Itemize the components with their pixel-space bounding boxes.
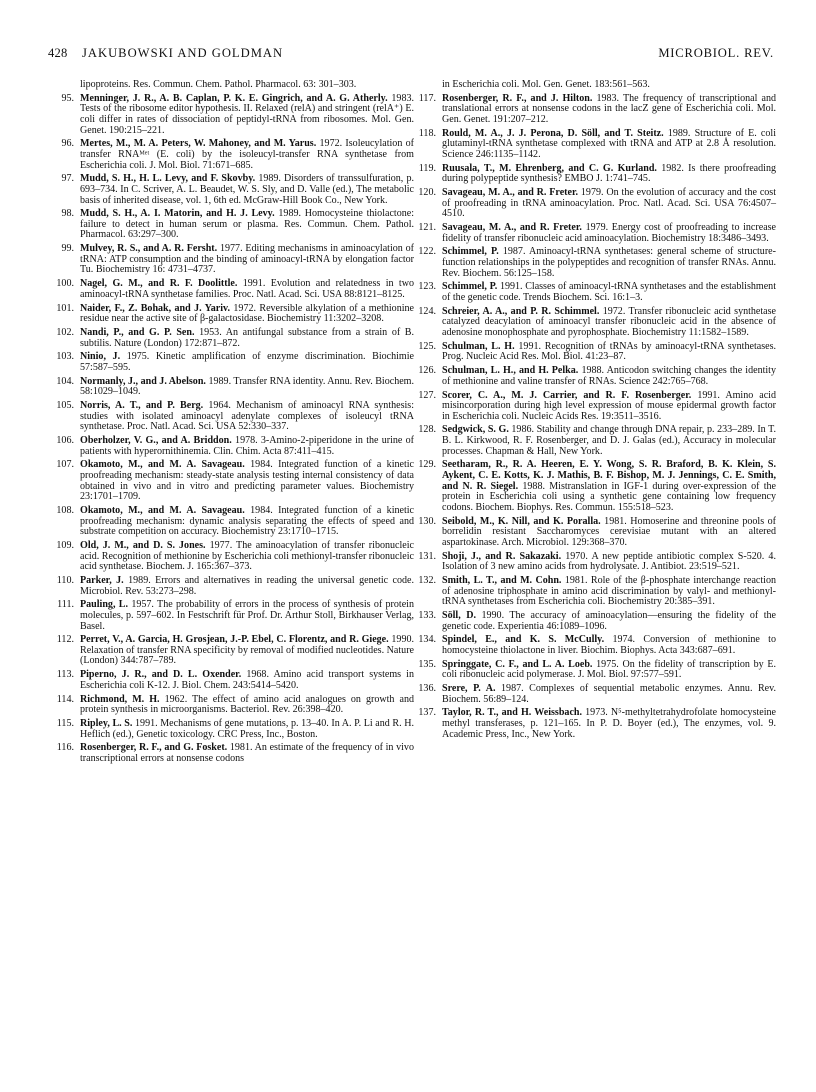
reference-citation: 1968. Amino acid transport systems in Escherichia coli K-12. J. Biol. Chem. 243:5414–5420. (80, 669, 414, 691)
reference-text (442, 683, 776, 705)
reference-text (442, 459, 776, 512)
reference-item (420, 282, 776, 303)
reference-text (80, 540, 414, 572)
running-journal: MICROBIOL. REV. (658, 46, 774, 60)
reference-text (80, 694, 414, 716)
reference-authors: Ruusala, T., M. Ehrenberg, and C. G. Kurland. (442, 162, 657, 174)
reference-text (80, 718, 414, 740)
reference-authors: Smith, L. T., and M. Cohn. (442, 574, 562, 586)
reference-text (80, 243, 414, 275)
reference-citation: 1972. Transfer ribonucleic acid synthetase catalyzed deacylation of aminoacyl transfer ribonucleic acid in the absence of adenosine monophosphate and pyrophosphate. Biochemistry 11:1582–1589. (442, 305, 777, 338)
reference-citation: 1990. Relaxation of transfer RNA specificity by removal of modified nucleotides. Nature (London) 344:787–789. (80, 634, 414, 667)
reference-authors: Srere, P. A. (442, 683, 496, 695)
reference-citation: 1975. On the fidelity of transcription by E. coli ribonucleic acid polymerase. J. Mol. Biol. 97:577–591. (442, 658, 777, 681)
reference-item (58, 209, 414, 241)
reference-item (420, 611, 776, 632)
references-right-column (420, 80, 776, 743)
running-header (48, 46, 774, 64)
reference-text (80, 376, 414, 398)
reference-item (58, 174, 414, 206)
reference-citation: 1964. Mechanism of aminoacyl RNA synthesis: studies with isolated aminoacyl adenylate complexes of isoleucyl tRNA synthetase. Proc. Natl. Acad. Sci. USA 52:330–337. (80, 400, 414, 433)
reference-item (420, 460, 776, 513)
reference-number: 114. (56, 693, 74, 705)
reference-item (58, 635, 414, 667)
reference-text (80, 208, 414, 240)
reference-item (58, 94, 414, 136)
reference-text (80, 93, 414, 136)
reference-item (420, 164, 776, 185)
reference-authors: Ninio, J. (80, 351, 121, 363)
reference-item (58, 279, 414, 300)
reference-citation: 1984. Integrated function of a kinetic proofreading mechanism: steady-state analysis testing internal consistency of data obtained in vivo and in vitro and predicting parameter values. Biochemistry 23:1701–1709. (80, 459, 415, 503)
reference-citation: 1989. Homocysteine thiolactone: failure to detect in human serum or plasma. Res. Commun. Chem. Pathol. Pharmacol. 63:297–300. (80, 208, 414, 241)
reference-authors: Mudd, S. H., H. L. Levy, and F. Skovby. (80, 173, 256, 185)
reference-citation: 1988. Mistranslation in IGF-1 during over-expression of the protein in Escherichia coli using a synthetic gene containing low frequency codons. Biochem. Biophys. Res. Commun. 155:518–523. (442, 480, 776, 513)
reference-item (58, 352, 414, 373)
reference-text (80, 599, 414, 631)
reference-item (58, 304, 414, 325)
reference-text (442, 575, 776, 607)
reference-citation: 1978. 3-Amino-2-piperidone in the urine of patients with hyperornithinemia. Clin. Chim. Acta 87:411–415. (80, 435, 414, 457)
reference-text (80, 327, 414, 349)
reference-number: 137. (418, 707, 436, 719)
reference-number: 127. (418, 389, 436, 401)
reference-text (80, 138, 414, 170)
reference-authors: Old, J. M., and D. S. Jones. (80, 539, 206, 551)
reference-citation: 1957. The probability of errors in the process of synthesis of protein molecules, p. 597–602. In Festschrift für Prof. Dr. Arthur Stoll, Birkhauser Verlag, Basel. (80, 599, 414, 632)
reference-authors: Okamoto, M., and M. A. Savageau. (80, 505, 245, 516)
reference-authors: Sedgwick, S. G. (442, 424, 509, 436)
reference-number: 120. (418, 187, 436, 199)
reference-number: 119. (418, 162, 436, 174)
reference-authors: Mulvey, R. S., and A. R. Fersht. (80, 243, 218, 255)
reference-text (80, 278, 414, 300)
reference-text (442, 707, 776, 739)
reference-number: 117. (418, 92, 436, 104)
reference-text (442, 634, 776, 656)
reference-number: 98. (61, 208, 74, 220)
reference-citation: 1979. Energy cost of proofreading to increase fidelity of transfer ribonucleic acid aminoacylation. Biochemistry 18:3486–3493. (442, 222, 777, 244)
reference-authors: Spindel, E., and K. S. McCully. (442, 634, 605, 646)
reference-citation: 1983. Tests of the ribosome editor hypothesis. II. Relaxed (relA) and stringent (relA⁺) E. coli differ in rates of dissociation of peptidyl-tRNA from ribosomes. Mol. Gen. Genet. 190:215–221. (80, 92, 414, 136)
reference-number: 134. (418, 634, 436, 646)
reference-citation: 1989. Errors and alternatives in reading the universal genetic code. Microbiol. Rev. 53:273–298. (80, 574, 415, 597)
reference-text (80, 505, 414, 537)
reference-citation: 1987. Aminoacyl-tRNA synthetases: general scheme of structure-function relationships in the polypeptides and recognition of transfer RNAs. Annu. Rev. Biochem. 56:125–158. (442, 246, 776, 279)
reference-number: 108. (56, 505, 74, 516)
reference-citation: 1977. The aminoacylation of transfer ribonucleic acid. Recognition of methionine by Escherichia coli methionyl-transfer ribonucleic acid synthetase. Biochem. J. 165:367–373. (80, 539, 414, 573)
reference-citation: 1972. Isoleucylation of transfer RNAᴹᵉᵗ (E. coli) by the isoleucyl-transfer RNA synthetase from Escherichia coli. J. Mol. Biol. 71:671–685. (80, 138, 414, 171)
reference-item (420, 342, 776, 363)
reference-citation: 1989. Structure of E. coli glutaminyl-tRNA synthetase complexed with tRNA and ATP at 2.8 Å resolution. Science 246:1135–1142. (442, 127, 776, 160)
reference-citation: 1962. The effect of amino acid analogues on growth and protein synthesis in microorganisms. Bacteriol. Rev. 26:398–420. (80, 693, 414, 716)
reference-number: 124. (418, 305, 436, 317)
reference-citation: 1989. Transfer RNA identity. Annu. Rev. Biochem. 58:1029–1049. (80, 375, 415, 398)
reference-number: 102. (56, 326, 74, 338)
reference-authors: Richmond, M. H. (80, 693, 160, 705)
reference-citation: 1979. On the evolution of accuracy and the cost of proofreading in tRNA aminoacylation. Proc. Natl. Acad. Sci. USA 76:4507–4510. (442, 187, 776, 220)
reference-item (58, 377, 414, 398)
reference-citation: 1981. Homoserine and threonine pools of borrelidin resistant Saccharomyces cerevisiae mutant with an altered aspartokinase. Arch. Microbiol. 129:368–370. (442, 515, 777, 548)
reference-item (420, 708, 776, 740)
reference-item (58, 460, 414, 502)
reference-text (442, 610, 776, 632)
reference-number: 118. (418, 127, 436, 139)
reference-citation: 1986. Stability and change through DNA repair, p. 233–289. In T. B. L. Kirkwood, R. F. Rosenberger, and D. J. Galas (ed.), Accuracy in molecular processes. Chapman & Hall, New York. (442, 424, 777, 457)
reference-authors: Oberholzer, V. G., and A. Briddon. (80, 435, 232, 447)
reference-continuation: in Escherichia coli. Mol. Gen. Genet. 183:561–563. (442, 79, 650, 90)
reference-citation: 1991. Mechanisms of gene mutations, p. 13–40. In A. P. Li and R. H. Heflich (ed.), Genetic toxicology. CRC Press, Inc., Boston. (80, 718, 415, 740)
reference-number: 103. (56, 351, 74, 363)
reference-authors: Okamoto, M., and M. A. Savageau. (80, 459, 245, 471)
reference-authors: Scorer, C. A., M. J. Carrier, and R. F. Rosenberger. (442, 389, 692, 401)
reference-citation: 1984. Integrated function of a kinetic proofreading mechanism: dynamic analysis separating the effects of speed and substrate competition on accuracy. Biochemistry 23:1710–1715. (80, 505, 415, 538)
reference-number: 126. (418, 365, 436, 377)
reference-text (442, 128, 776, 160)
reference-item (58, 244, 414, 276)
reference-item (420, 660, 776, 681)
reference-item (420, 552, 776, 573)
reference-authors: Schulman, L. H., and H. Pelka. (442, 365, 579, 377)
reference-authors: Rosenberger, R. F., and J. Hilton. (442, 92, 593, 104)
reference-number: 125. (418, 340, 436, 352)
reference-number: 133. (418, 609, 436, 621)
reference-citation: 1974. Conversion of methionine to homocysteine thiolactone in liver. Biochim. Biophys. Acta 343:687–691. (442, 634, 776, 656)
reference-authors: Piperno, J. R., and D. L. Oxender. (80, 669, 242, 681)
reference-authors: Schimmel, P. (442, 281, 498, 293)
reference-item (58, 139, 414, 171)
reference-item (420, 129, 776, 161)
reference-text (442, 163, 776, 185)
reference-item (58, 541, 414, 573)
reference-item (58, 401, 414, 433)
reference-citation: 1991. Classes of aminoacyl-tRNA synthetases and the establishment of the genetic code. Trends Biochem. Sci. 16:1–3. (442, 281, 776, 303)
reference-item (420, 517, 776, 549)
reference-number: 100. (56, 278, 74, 290)
reference-citation: 1991. Amino acid misincorporation during high level expression of mouse epidermal growth factor in Escherichia coli. Nucleic Acids Res. 19:3511–3516. (442, 389, 776, 422)
reference-authors: Menninger, J. R., A. B. Caplan, P. K. E. Gingrich, and A. G. Atherly. (80, 92, 388, 104)
reference-authors: Seetharam, R., R. A. Heeren, E. Y. Wong, S. R. Braford, B. K. Klein, S. Aykent, C. E. Kotts, K. J. Mathis, B. F. Bishop, M. J. Jennings, C. E. Smith, and N. R. Siegel. (442, 459, 776, 492)
reference-item (420, 576, 776, 608)
reference-citation: 1970. A new peptide antibiotic complex S-520. 4. Isolation of 3 new amino acids from hydrolysate. J. Antibiot. 23:519–521. (442, 550, 776, 573)
reference-text (80, 303, 414, 325)
reference-number: 116. (56, 742, 74, 754)
reference-text (80, 742, 414, 764)
reference-authors: Mudd, S. H., A. I. Matorin, and H. J. Levy. (80, 208, 275, 220)
references-left-column (58, 80, 414, 768)
reference-citation: 1975. Kinetic amplification of enzyme discrimination. Biochimie 57:587–595. (80, 351, 414, 373)
reference-authors: Savageau, M. A., and R. Freter. (442, 187, 579, 199)
reference-text (80, 400, 414, 432)
reference-item (58, 436, 414, 457)
reference-number: 112. (56, 634, 74, 646)
reference-authors: Schulman, L. H. (442, 340, 515, 352)
reference-item (420, 366, 776, 387)
reference-number: 109. (56, 539, 74, 551)
page-number: 428 (48, 46, 68, 60)
reference-authors: Rould, M. A., J. J. Perona, D. Söll, and T. Steitz. (442, 127, 664, 139)
reference-authors: Shoji, J., and R. Sakazaki. (442, 550, 562, 562)
reference-text (442, 246, 776, 278)
reference-number: 105. (56, 400, 74, 412)
reference-item (58, 600, 414, 632)
reference-number: 123. (418, 281, 436, 293)
reference-number: 110. (56, 574, 74, 586)
reference-number: 113. (56, 669, 74, 681)
reference-number: 96. (61, 138, 74, 150)
reference-text (442, 390, 776, 422)
reference-citation: 1972. Reversible alkylation of a methionine residue near the active site of β-galactosidase. Biochemistry 11:3202–3208. (80, 302, 414, 325)
reference-item (420, 635, 776, 656)
reference-item (420, 425, 776, 457)
reference-item (58, 743, 414, 764)
reference-authors: Nandi, P., and G. P. Sen. (80, 326, 195, 338)
reference-number: 128. (418, 424, 436, 436)
reference-item (420, 94, 776, 126)
reference-number: 132. (418, 574, 436, 586)
reference-citation: 1991. Evolution and relatedness in two aminoacyl-tRNA synthetase families. Proc. Natl. Acad. Sci. USA 88:8121–8125. (80, 278, 414, 300)
reference-citation: 1991. Recognition of tRNAs by aminoacyl-tRNA synthetases. Prog. Nucleic Acid Res. Mol. Biol. 41:23–87. (442, 340, 777, 363)
reference-item (58, 576, 414, 597)
reference-number: 106. (56, 435, 74, 447)
reference-authors: Seibold, M., K. Nill, and K. Poralla. (442, 515, 601, 527)
reference-citation: 1988. Anticodon switching changes the identity of methionine and valine transfer of RNAs. Science 242:765–768. (442, 365, 776, 387)
reference-continuation: lipoproteins. Res. Commun. Chem. Pathol. Pharmacol. 63: 301–303. (80, 79, 357, 90)
reference-text (442, 306, 776, 338)
reference-number: 99. (61, 243, 74, 255)
reference-authors: Söll, D. (442, 609, 476, 621)
reference-authors: Mertes, M., M. A. Peters, W. Mahoney, and M. Yarus. (80, 138, 317, 150)
reference-text (442, 365, 776, 387)
reference-number: 131. (418, 550, 436, 562)
reference-item (58, 695, 414, 716)
reference-number: 101. (56, 302, 74, 314)
reference-text (442, 187, 776, 219)
reference-number: 136. (418, 683, 436, 695)
reference-authors: Nagel, G. M., and R. F. Doolittle. (80, 278, 238, 290)
reference-text (442, 659, 776, 681)
reference-authors: Savageau, M. A., and R. Freter. (442, 222, 582, 234)
reference-authors: Parker, J. (80, 574, 124, 586)
reference-item (420, 223, 776, 244)
reference-item (420, 684, 776, 705)
reference-number: 135. (418, 658, 436, 670)
reference-text (442, 516, 776, 548)
reference-item (420, 188, 776, 220)
reference-authors: Rosenberger, R. F., and G. Fosket. (80, 742, 228, 754)
reference-citation: 1981. Role of the β-phosphate interchange reaction of adenosine triphosphate in amino acid discrimination by valyl- and methionyl-tRNA synthetases from Escherichia coli. Biochemistry 20:385–391. (442, 574, 777, 608)
reference-number: 122. (418, 246, 436, 258)
reference-citation: 1977. Editing mechanisms in aminoacylation of tRNA: ATP consumption and the binding of aminoacyl-tRNA by elongation factor Tu. Biochemistry 16: 4731–4737. (80, 243, 414, 276)
reference-number: 129. (418, 459, 436, 471)
reference-authors: Naider, F., Z. Bohak, and J. Yariv. (80, 302, 231, 314)
reference-citation: 1953. An antifungal substance from a strain of B. subtilis. Nature (London) 172:871–872. (80, 326, 415, 349)
reference-text (442, 551, 776, 573)
reference-number: 97. (61, 173, 74, 185)
reference-text (442, 222, 776, 244)
reference-item (58, 328, 414, 349)
reference-number: 107. (56, 459, 74, 471)
reference-text (442, 93, 776, 125)
reference-authors: Perret, V., A. Garcia, H. Grosjean, J.-P. Ebel, C. Florentz, and R. Giege. (80, 634, 389, 646)
reference-citation: 1987. Complexes of sequential metabolic enzymes. Annu. Rev. Biochem. 56:89–124. (442, 683, 776, 705)
reference-item (58, 719, 414, 740)
reference-citation: 1981. An estimate of the frequency of in vivo transcriptional errors at nonsense codons (80, 742, 414, 764)
reference-number: 95. (61, 92, 74, 104)
reference-text (80, 634, 414, 666)
reference-number: 130. (418, 515, 436, 527)
reference-authors: Springgate, C. F., and L. A. Loeb. (442, 658, 593, 670)
reference-authors: Schreier, A. A., and P. R. Schimmel. (442, 305, 600, 317)
reference-item (58, 506, 414, 538)
reference-text (80, 435, 414, 457)
reference-text (80, 173, 414, 205)
reference-number: 115. (56, 718, 74, 729)
reference-text (80, 351, 414, 373)
reference-authors: Ripley, L. S. (80, 718, 133, 729)
reference-citation: 1989. Disorders of transsulfuration, p. 693–734. In C. Scriver, A. L. Beaudet, W. S. Sly, and D. Valle (ed.), The metabolic basis of inherited disease, vol. 1, 6th ed. McGraw-Hill Book Co., New York. (80, 173, 414, 206)
reference-text (442, 424, 776, 456)
reference-citation: 1990. The accuracy of aminoacylation—ensuring the fidelity of the genetic code. Experientia 46:1089–1096. (442, 609, 776, 632)
reference-text (80, 459, 414, 502)
reference-number: 104. (56, 375, 74, 387)
reference-text (442, 341, 776, 363)
reference-citation: 1983. The frequency of transcriptional and translational errors at nonsense codons in the lacZ gene of Escherichia coli. Mol. Gen. Genet. 191:207–212. (442, 92, 777, 125)
reference-authors: Schimmel, P. (442, 246, 499, 258)
reference-authors: Normanly, J., and J. Abelson. (80, 375, 206, 387)
reference-item (420, 391, 776, 423)
reference-item (420, 247, 776, 279)
reference-authors: Pauling, L. (80, 599, 128, 611)
reference-citation: 1973. N⁵-methyltetrahydrofolate homocysteine methyl transferases, p. 121–165. In P. D. Boyer (ed.), The enzymes, vol. 9. Academic Press, Inc., New York. (442, 707, 776, 740)
reference-number: 111. (57, 599, 74, 611)
reference-authors: Taylor, R. T., and H. Weissbach. (442, 707, 583, 719)
running-authors: JAKUBOWSKI AND GOLDMAN (82, 46, 284, 60)
reference-number: 121. (418, 222, 436, 234)
reference-authors: Norris, A. T., and P. Berg. (80, 400, 204, 412)
reference-citation: 1982. Is there proofreading during polypeptide synthesis? EMBO J. 1:741–745. (442, 162, 776, 185)
reference-item (420, 307, 776, 339)
reference-text (442, 281, 776, 303)
reference-text (80, 575, 414, 597)
reference-text (80, 669, 414, 691)
reference-item (58, 670, 414, 691)
